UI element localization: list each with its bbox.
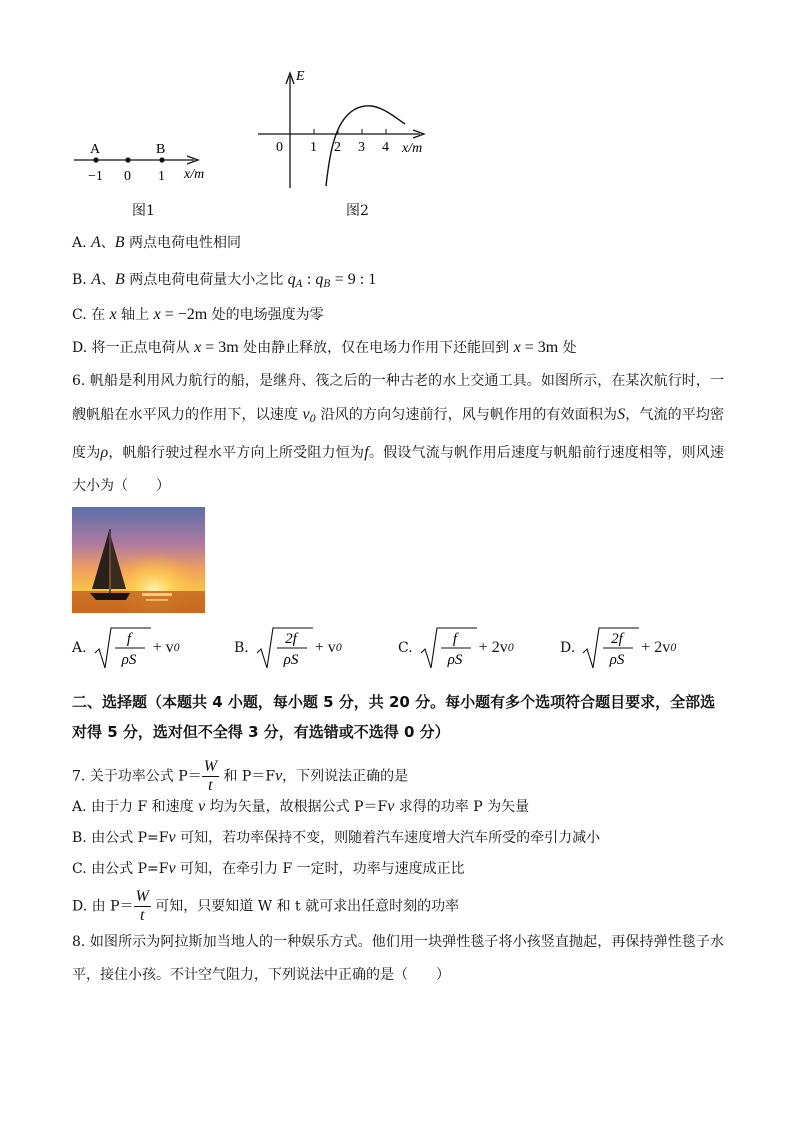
q6-option-c: C. f ρS + 2v 0 bbox=[398, 625, 514, 671]
q6-option-d: D. 2f ρS + 2v 0 bbox=[560, 625, 677, 671]
q7-stem: 7. 关于功率公式 P＝ $\frac{W}{t}$ 和 P＝Fv，下列说法正确的是 bbox=[72, 758, 409, 794]
fig1-label-b: B bbox=[156, 142, 166, 157]
svg-text:2f: 2f bbox=[611, 631, 624, 647]
section-2-heading: 二、选择题（本题共 4 小题，每小题 5 分，共 20 分。每小题有多个选项符合题目要求，全部选对得 5 分，选对但不全得 3 分，有选错或不选得 0 分） bbox=[72, 693, 716, 741]
fig2-tick-2: 2 bbox=[334, 140, 341, 155]
svg-text:ρS: ρS bbox=[609, 652, 625, 668]
q5-option-d: D. 将一正点电荷从 x = 3m 处由静止释放，仅在电场力作用下还能回到 x = 3m 处 bbox=[72, 339, 577, 356]
fig2-tick-1: 1 bbox=[310, 140, 317, 155]
svg-text:ρS: ρS bbox=[121, 652, 136, 668]
svg-text:2f: 2f bbox=[284, 631, 297, 647]
fig2-caption: 图2 bbox=[346, 203, 369, 219]
svg-text:ρS: ρS bbox=[447, 652, 463, 668]
q7-option-b: B. 由公式 P=Fv 可知，若功率保持不变，则随着汽车速度增大汽车所受的牵引力减小 bbox=[72, 829, 601, 846]
q7-option-c: C. 由公式 P=Fv 可知，在牵引力 F 一定时，功率与速度成正比 bbox=[72, 860, 465, 877]
fig1-axis-label: x/m bbox=[184, 167, 205, 182]
svg-text:f: f bbox=[126, 631, 131, 647]
q6-option-a: A. f ρS + v 0 bbox=[72, 625, 180, 671]
q5-option-b: B. A、B 两点电荷电荷量大小之比 $q_A$ : $q_B = 9$ : 1 bbox=[72, 271, 377, 290]
fig1-tick-neg1: −1 bbox=[88, 169, 103, 184]
fig2-tick-0: 0 bbox=[276, 140, 283, 155]
fig2-axis-label: x/m bbox=[402, 141, 423, 156]
q6-option-b: B. 2f ρS + v 0 bbox=[234, 625, 342, 671]
figure-1-number-line bbox=[66, 130, 216, 190]
q7-option-a: A. 由于力 F 和速度 v 均为矢量，故根据公式 P＝Fv 求得的功率 P 为矢量 bbox=[72, 798, 530, 815]
q5-option-a: A. A、B 两点电荷电性相同 bbox=[72, 234, 242, 251]
fig1-caption: 图1 bbox=[132, 203, 155, 219]
fig1-tick-0: 0 bbox=[124, 169, 131, 184]
fig1-label-a: A bbox=[90, 142, 101, 157]
q6-stem: 6. 帆船是利用风力航行的船，是继舟、筏之后的一种古老的水上交通工具。如图所示，在某次航行时，一艘帆船在水平风力的作用下，以速度 $v_0$ 沿风的方向匀速前行，风与帆作用的有效面积为S，气流的平均密度为ρ，帆船行驶过程水平方向上所受阻力恒为f。假设气流与帆作用后速度与帆船前行速度相等，则风速大小为（ ） bbox=[72, 373, 725, 494]
fig1-tick-1: 1 bbox=[158, 169, 165, 184]
figure-2-field-graph bbox=[250, 64, 440, 194]
svg-text:f: f bbox=[452, 631, 457, 647]
sailboat-sunset-photo bbox=[72, 507, 205, 613]
fig2-tick-3: 3 bbox=[358, 140, 365, 155]
fig2-y-label: E bbox=[296, 69, 305, 84]
fig2-tick-4: 4 bbox=[382, 140, 389, 155]
q5-option-c: C. 在 x 轴上 x = −2m 处的电场强度为零 bbox=[72, 306, 324, 323]
q7-option-d: D. 由 P＝ $\frac{W}{t}$ 可知，只要知道 W 和 t 就可求出任意时刻的功率 bbox=[72, 888, 460, 924]
q8-stem: 8. 如图所示为阿拉斯加当地人的一种娱乐方式。他们用一块弹性毯子将小孩竖直抛起，再保持弹性毯子水平，接住小孩。不计空气阻力，下列说法中正确的是（ ） bbox=[72, 934, 724, 983]
svg-text:ρS: ρS bbox=[283, 652, 299, 668]
